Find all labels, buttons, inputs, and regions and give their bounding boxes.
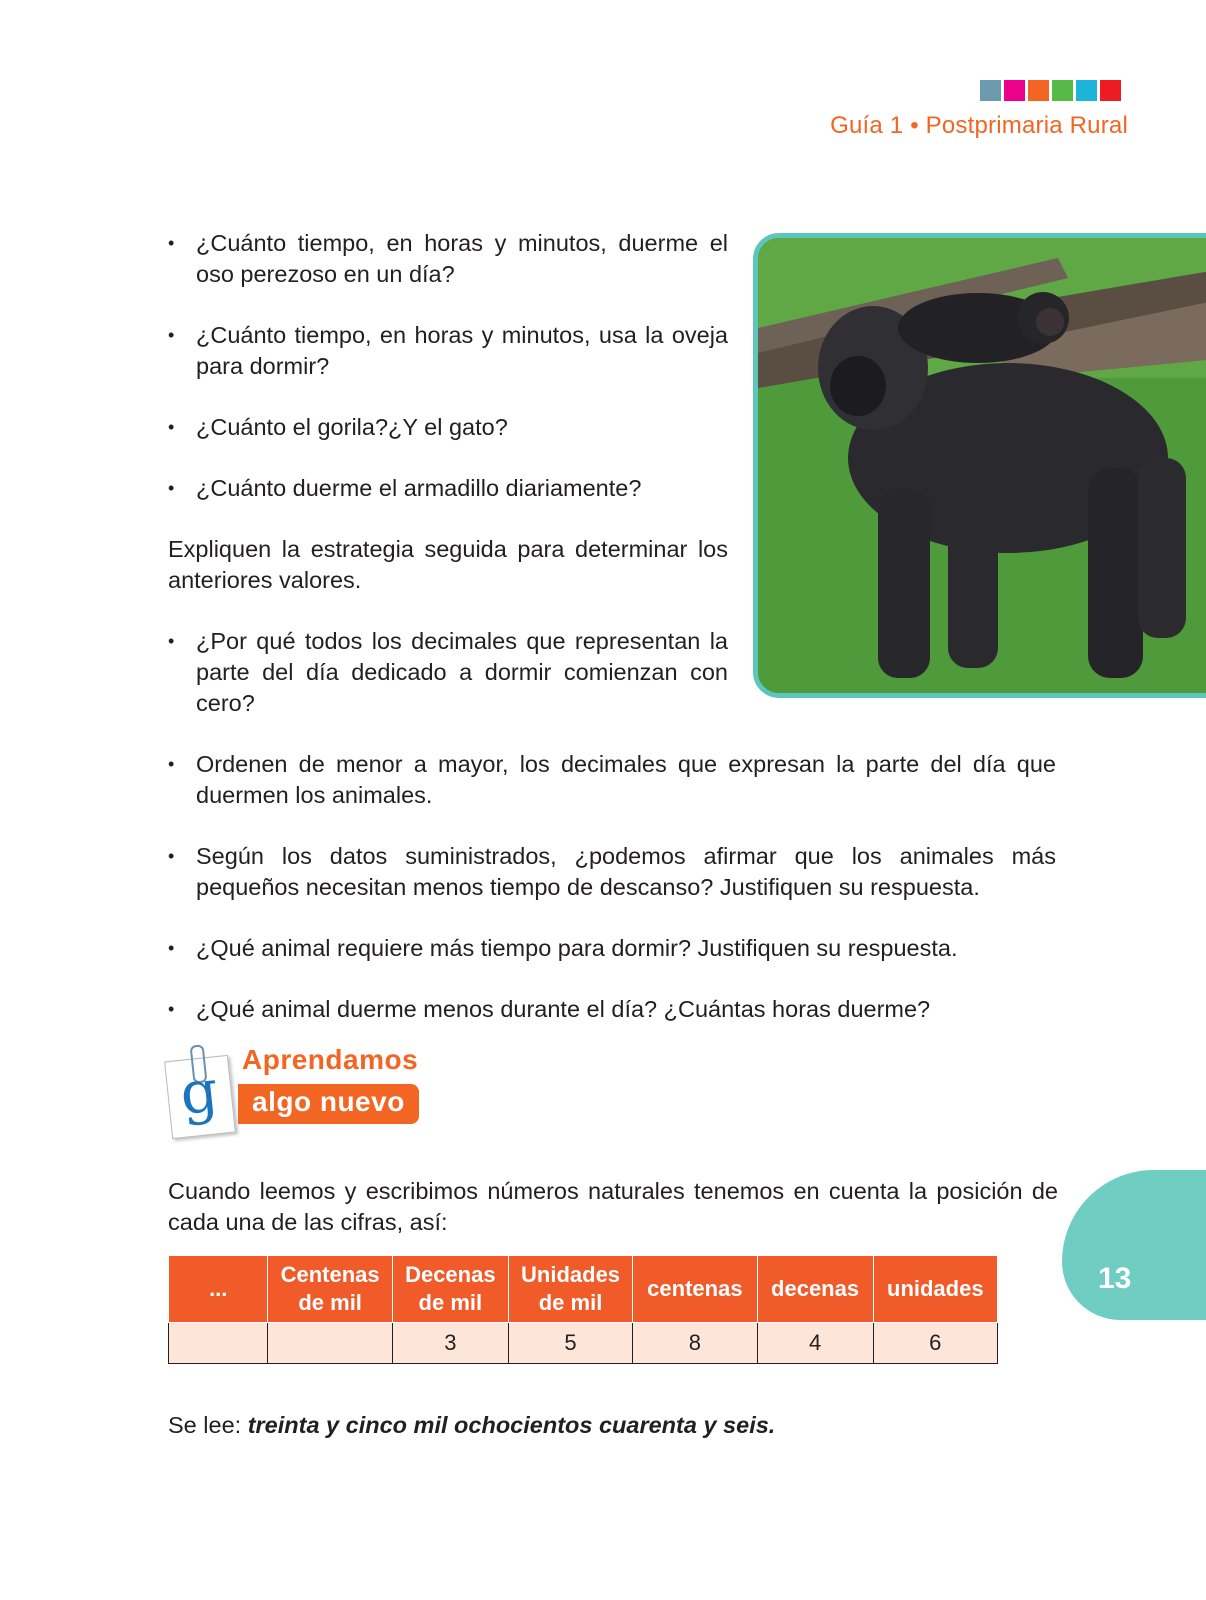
table-row — [169, 1323, 998, 1364]
content-area — [168, 228, 1078, 1055]
section-title-line2: algo nuevo — [238, 1084, 419, 1124]
list-item: • ¿Qué animal requiere más tiempo para dormir? Justifiquen su respuesta. — [168, 933, 1056, 964]
table-header: Decenas de mil — [392, 1256, 508, 1323]
swatch — [980, 80, 1001, 101]
list-item: • Según los datos suministrados, ¿podemos afirmar que los animales más pequeños necesitan menos tiempo de descanso? Justifiquen su respuesta. — [168, 841, 1056, 903]
g-letter-icon: g — [177, 1056, 222, 1128]
section-banner — [168, 1044, 428, 1142]
questions-bottom — [168, 749, 1056, 1025]
list-item: • ¿Por qué todos los decimales que representan la parte del día dedicado a dormir comienzan con cero? — [168, 626, 728, 719]
table-cell: 5 — [508, 1323, 632, 1364]
table-cell — [268, 1323, 392, 1364]
list-item: • ¿Cuánto duerme el armadillo diariamente? — [168, 473, 728, 504]
table-header: centenas — [633, 1256, 757, 1323]
explain-paragraph: Expliquen la estrategia seguida para determinar los anteriores valores. — [168, 536, 728, 593]
table-cell: 3 — [392, 1323, 508, 1364]
section-title-line1: Aprendamos — [242, 1044, 419, 1075]
swatch — [1076, 80, 1097, 101]
table-header: Unidades de mil — [508, 1256, 632, 1323]
list-item: • ¿Cuánto tiempo, en horas y minutos, duerme el oso perezoso en un día? — [168, 228, 728, 290]
color-swatches — [980, 80, 1121, 101]
swatch — [1004, 80, 1025, 101]
swatch — [1028, 80, 1049, 101]
list-item: • ¿Cuánto el gorila?¿Y el gato? — [168, 412, 728, 443]
table-cell: 4 — [757, 1323, 873, 1364]
table-cell: 8 — [633, 1323, 757, 1364]
list-item: • ¿Qué animal duerme menos durante el día? ¿Cuántas horas duerme? — [168, 994, 1056, 1025]
table-header: ... — [169, 1256, 268, 1323]
table-cell: 6 — [873, 1323, 997, 1364]
notepad-icon — [164, 1055, 236, 1139]
intro-paragraph: Cuando leemos y escribimos números naturales tenemos en cuenta la posición de cada una de las cifras, así: — [168, 1178, 1058, 1235]
reading-line — [168, 1412, 775, 1439]
list-item: • Ordenen de menor a mayor, los decimales que expresan la parte del día que duermen los animales. — [168, 749, 1056, 811]
questions-top — [168, 228, 728, 719]
place-value-table — [168, 1255, 998, 1364]
table-header-row — [169, 1256, 998, 1323]
table-cell — [169, 1323, 268, 1364]
header-title: Guía 1 • Postprimaria Rural — [830, 112, 1128, 139]
swatch — [1100, 80, 1121, 101]
table-header: unidades — [873, 1256, 997, 1323]
table-header: decenas — [757, 1256, 873, 1323]
list-item: • ¿Cuánto tiempo, en horas y minutos, usa la oveja para dormir? — [168, 320, 728, 382]
page-number: 13 — [1098, 1262, 1132, 1295]
swatch — [1052, 80, 1073, 101]
reading-emphasis: treinta y cinco mil ochocientos cuarenta y seis. — [247, 1412, 776, 1438]
reading-prefix: Se lee: — [168, 1412, 242, 1438]
table-header: Centenas de mil — [268, 1256, 392, 1323]
page-number-tab — [1062, 1170, 1206, 1320]
